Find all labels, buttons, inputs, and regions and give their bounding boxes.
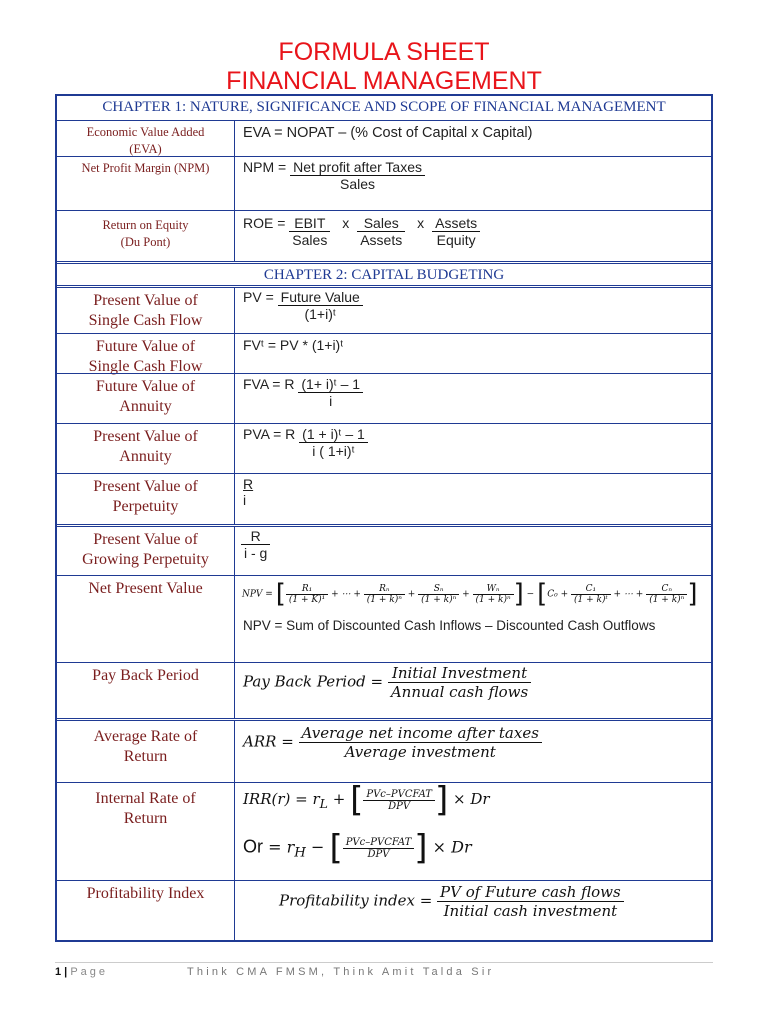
perpetuity-label1: Present Value of <box>93 478 198 495</box>
roe-n1: EBIT <box>289 215 330 232</box>
npm-label <box>57 157 235 210</box>
payback-label-text: Pay Back Period <box>92 667 199 684</box>
fv-single-row <box>57 333 711 373</box>
roe-lhs: ROE = <box>243 215 290 231</box>
npm-formula <box>243 159 425 192</box>
npv-t3-num: Sₙ <box>418 584 459 595</box>
pva-label1: Present Value of <box>93 428 198 445</box>
irr-tail-2: × Dr <box>432 837 472 857</box>
irr-tail: × Dr <box>452 790 490 808</box>
irr-numerator: PVc–PVCFAT <box>363 789 435 801</box>
irr-bracket-open: [ <box>350 780 364 820</box>
fva-label <box>57 374 235 423</box>
arr-formula <box>243 724 542 761</box>
roe-formula-cell <box>239 211 707 261</box>
npv-t2-den: (1 + k)ⁿ <box>366 594 402 605</box>
eva-label <box>57 121 235 156</box>
npv-t5-den: (1 + k)ᵗ <box>573 594 608 605</box>
arr-label2: Return <box>123 748 168 765</box>
page-number: 1 <box>55 966 62 978</box>
pv-single-formula <box>243 289 363 322</box>
perpetuity-row <box>57 473 711 524</box>
irr-sub-h: H <box>294 845 306 861</box>
pv-numerator: Future Value <box>278 289 363 306</box>
pv-single-label1: Present Value of <box>93 292 198 309</box>
growing-perpetuity-cell <box>239 527 707 575</box>
payback-numerator: Initial Investment <box>388 664 531 683</box>
npv-t3-den: (1 + k)ⁿ <box>421 594 457 605</box>
roe-label <box>57 211 235 261</box>
page-word: Page <box>70 966 109 978</box>
footer-divider <box>55 962 713 963</box>
payback-denominator: Annual cash flows <box>390 683 529 701</box>
npv-t1-den: (1 + K)¹ <box>288 594 326 605</box>
npv-t6-den: (1 + k)ⁿ <box>649 594 685 605</box>
payback-label <box>57 663 235 718</box>
payback-formula <box>243 664 531 701</box>
pva-cell <box>239 424 707 473</box>
arr-label1: Average Rate of <box>93 728 198 745</box>
npv-t4-den: (1 + k)ⁿ <box>475 594 511 605</box>
pv-single-label <box>57 288 235 333</box>
fva-label2: Annuity <box>119 398 172 415</box>
irr-lhs2: = r <box>263 837 295 857</box>
chapter2-heading-row <box>57 261 711 285</box>
pi-row <box>57 880 711 942</box>
roe-n3: Assets <box>432 215 480 232</box>
growing-perpetuity-denominator: i - g <box>244 545 268 561</box>
growing-perpetuity-row <box>57 524 711 575</box>
fv-single-label2: Single Cash Flow <box>88 358 203 375</box>
npv-t6-num: Cₙ <box>646 584 687 595</box>
pva-label2: Annuity <box>119 448 172 465</box>
formula-table <box>55 94 713 942</box>
arr-denominator: Average investment <box>344 743 496 761</box>
npv-lhs: NPV = <box>242 589 276 600</box>
arr-label <box>57 721 235 782</box>
irr-lhs: IRR(r) = r <box>243 790 320 808</box>
pi-cell <box>239 881 707 942</box>
payback-lhs: Pay Back Period = <box>243 672 388 691</box>
irr-cell <box>239 780 707 880</box>
arr-cell <box>239 721 707 782</box>
irr-bracket2-close: ] <box>414 828 428 868</box>
npv-dots2: + ⋯ + <box>610 589 647 600</box>
npv-bracket2-close: ] <box>687 579 698 609</box>
pva-denominator: i ( 1+i)ᵗ <box>312 443 355 459</box>
sheet-title-line2: FINANCIAL MANAGEMENT <box>226 67 542 95</box>
chapter2-heading: CHAPTER 2: CAPITAL BUDGETING <box>263 267 505 283</box>
fva-lhs: FVA = R <box>243 376 299 392</box>
pv-single-row <box>57 285 711 333</box>
fva-label1: Future Value of <box>95 378 196 395</box>
roe-formula <box>243 215 480 248</box>
eva-formula-cell <box>239 121 707 156</box>
pva-numerator: (1 + i)ᵗ – 1 <box>299 426 368 443</box>
roe-d1: Sales <box>292 232 328 248</box>
irr-label2: Return <box>123 810 168 827</box>
perpetuity-formula <box>241 476 255 508</box>
irr-numerator-2: PVc–PVCFAT <box>343 837 415 849</box>
irr-denominator: DPV <box>388 800 411 812</box>
npv-t4-num: Wₙ <box>473 584 514 595</box>
npm-label-text: Net Profit Margin (NPM) <box>81 161 210 175</box>
roe-label-line2: (Du Pont) <box>120 235 171 249</box>
roe-d2: Assets <box>360 232 403 248</box>
fva-formula <box>243 376 363 409</box>
roe-times2: x <box>417 215 425 231</box>
npm-formula-cell <box>239 157 707 210</box>
fv-single-formula: FVᵗ = PV * (1+i)ᵗ <box>243 337 344 353</box>
pi-label <box>57 881 235 942</box>
growing-perpetuity-formula <box>241 528 270 561</box>
perpetuity-label <box>57 474 235 524</box>
irr-label1: Internal Rate of <box>95 790 196 807</box>
payback-cell <box>239 663 707 718</box>
npv-cell <box>239 576 707 662</box>
pva-row <box>57 423 711 473</box>
irr-row <box>57 782 711 880</box>
arr-lhs: ARR = <box>243 732 299 751</box>
growing-perpetuity-label1: Present Value of <box>93 531 198 548</box>
pi-lhs: Profitability index = <box>279 891 438 910</box>
footer-page <box>55 966 108 978</box>
payback-row <box>57 662 711 718</box>
pva-formula <box>243 426 368 459</box>
fv-single-label1: Future Value of <box>95 338 196 355</box>
npv-dots1: + ⋯ + <box>328 589 364 600</box>
page-separator: | <box>61 966 71 978</box>
npv-bracket-close: ] <box>513 579 524 609</box>
pv-single-cell <box>239 288 707 333</box>
sheet-title-line1: FORMULA SHEET <box>278 38 490 66</box>
roe-row <box>57 210 711 261</box>
npv-c0: C₀ + <box>547 589 571 600</box>
npv-row <box>57 575 711 662</box>
irr-sub-l: L <box>319 796 328 811</box>
eva-formula: EVA = NOPAT – (% Cost of Capital x Capital) <box>243 125 533 141</box>
roe-n2: Sales <box>357 215 405 232</box>
fva-denominator: i <box>329 393 333 409</box>
fva-numerator: (1+ i)ᵗ – 1 <box>298 376 363 393</box>
perpetuity-cell <box>239 474 707 524</box>
irr-minus: − <box>305 837 330 857</box>
chapter1-heading: CHAPTER 1: NATURE, SIGNIFICANCE AND SCOPE OF FINANCIAL MANAGEMENT <box>102 99 666 115</box>
perpetuity-numerator: R <box>243 476 254 492</box>
npv-t5-num: C₁ <box>571 584 611 595</box>
npv-t1-num: R₁ <box>286 584 328 595</box>
pv-lhs: PV = <box>243 289 278 305</box>
growing-perpetuity-label <box>57 527 235 575</box>
pva-label <box>57 424 235 473</box>
npv-text: NPV = Sum of Discounted Cash Inflows – Discounted Cash Outflows <box>243 618 656 633</box>
npm-denominator: Sales <box>340 176 376 192</box>
growing-perpetuity-numerator: R <box>241 528 270 545</box>
growing-perpetuity-label2: Growing Perpetuity <box>82 551 209 568</box>
perpetuity-label2: Perpetuity <box>112 498 179 515</box>
roe-d3: Equity <box>436 232 476 248</box>
fva-cell <box>239 374 707 423</box>
pi-denominator: Initial cash investment <box>443 902 618 920</box>
roe-label-line1: Return on Equity <box>102 218 189 232</box>
eva-label-line2: (EVA) <box>129 142 162 156</box>
arr-row <box>57 718 711 782</box>
pi-label-text: Profitability Index <box>86 885 205 902</box>
pv-single-label2: Single Cash Flow <box>88 312 203 329</box>
pv-denominator: (1+i)ᵗ <box>304 306 336 322</box>
irr-denominator-2: DPV <box>367 848 390 860</box>
fv-single-cell <box>239 334 707 373</box>
pi-formula <box>279 883 624 920</box>
roe-times1: x <box>342 215 350 231</box>
npv-formula: NPV = [ $\frac{\text{R₁}}{\text{(1 + K)¹}}$ + ⋯ + $\frac{\text{Rₙ}}{\text{(1 + k)ⁿ}}$ + $\frac{\text{Sₙ}}{\text{(1 + k)ⁿ}}$ + $\frac{\text{Wₙ}}{\text{(1 + k)ⁿ}}$ ] − [C₀ + $\frac{\text{C₁}}{\text{(1 + k)ᵗ}}$ + ⋯ + $\frac{\text{Cₙ}}{\text{(1 + k)ⁿ}}$ ] <box>242 579 698 609</box>
irr-formula-1 <box>243 780 490 820</box>
npv-label-text: Net Present Value <box>88 580 203 597</box>
fv-single-label <box>57 334 235 373</box>
arr-numerator: Average net income after taxes <box>299 724 542 743</box>
npv-bracket-open: [ <box>275 579 286 609</box>
fva-row <box>57 373 711 423</box>
irr-plus: + <box>327 790 351 808</box>
npm-row <box>57 156 711 210</box>
irr-bracket-close: ] <box>434 780 449 820</box>
npm-lhs: NPM = <box>243 159 291 175</box>
pva-lhs: PVA = R <box>243 426 300 442</box>
footer-credit: Think CMA FMSM, Think Amit Talda Sir <box>187 966 495 978</box>
npv-bracket2-open: [ <box>537 579 548 609</box>
npv-t2-num: Rₙ <box>364 584 405 595</box>
irr-label <box>57 783 235 880</box>
pi-numerator: PV of Future cash flows <box>437 883 624 902</box>
eva-row <box>57 120 711 156</box>
eva-label-line1: Economic Value Added <box>86 125 205 139</box>
irr-formula-2 <box>243 828 472 868</box>
irr-or: Or <box>243 836 263 857</box>
npv-label <box>57 576 235 662</box>
npm-numerator: Net profit after Taxes <box>290 159 425 176</box>
chapter1-heading-row <box>57 96 711 120</box>
irr-bracket2-open: [ <box>329 828 343 868</box>
perpetuity-denominator: i <box>243 492 247 508</box>
